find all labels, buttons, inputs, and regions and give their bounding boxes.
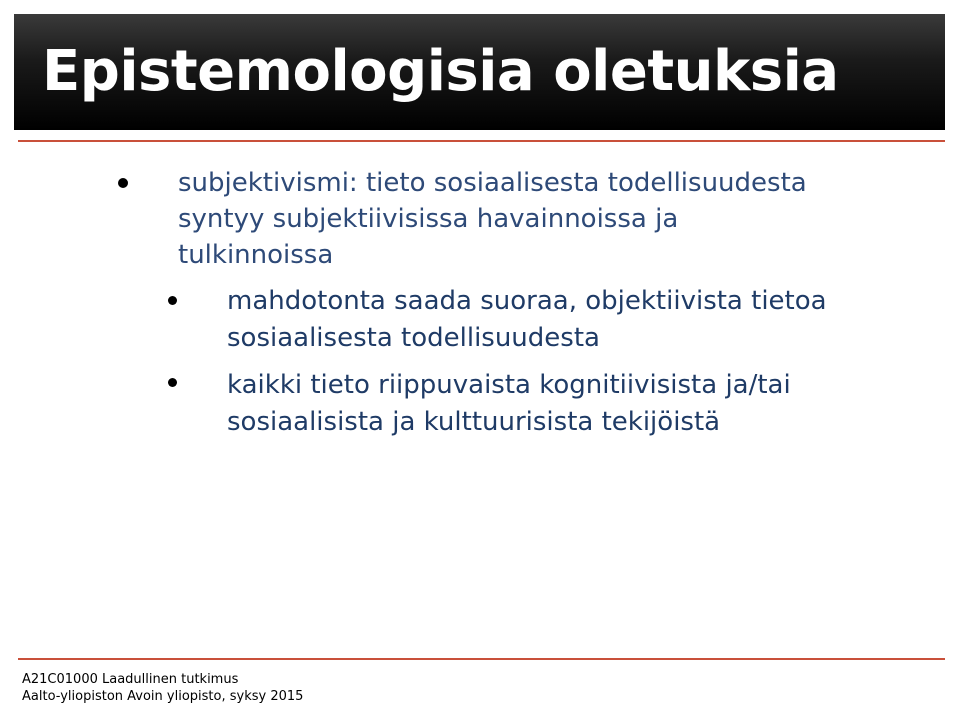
sub-bullet-icon xyxy=(168,378,177,387)
footer xyxy=(22,671,303,705)
footer-divider xyxy=(18,658,945,660)
bullet-line: subjektivismi: tieto sosiaalisesta todellisuudesta xyxy=(178,168,807,198)
sub-bullet-line: mahdotonta saada suoraa, objektiivista tietoa xyxy=(227,286,827,316)
bullet-line: tulkinnoissa xyxy=(178,240,334,270)
slide-title: Epistemologisia oletuksia xyxy=(42,39,839,104)
sub-bullet-icon xyxy=(168,296,177,305)
title-bar xyxy=(14,14,945,130)
footer-course: A21C01000 Laadullinen tutkimus xyxy=(22,672,239,687)
bullet-line: syntyy subjektiivisissa havainnoissa ja xyxy=(178,204,679,234)
bullet-icon xyxy=(118,178,128,188)
sub-bullet-line: kaikki tieto riippuvaista kognitiivisista ja/tai xyxy=(227,370,791,400)
sub-bullet-line: sosiaalisista ja kulttuurisista tekijöistä xyxy=(227,407,721,437)
footer-institution: Aalto-yliopiston Avoin yliopisto, syksy 2015 xyxy=(22,689,304,704)
sub-bullet-line: sosiaalisesta todellisuudesta xyxy=(227,323,600,353)
title-divider xyxy=(18,140,945,142)
